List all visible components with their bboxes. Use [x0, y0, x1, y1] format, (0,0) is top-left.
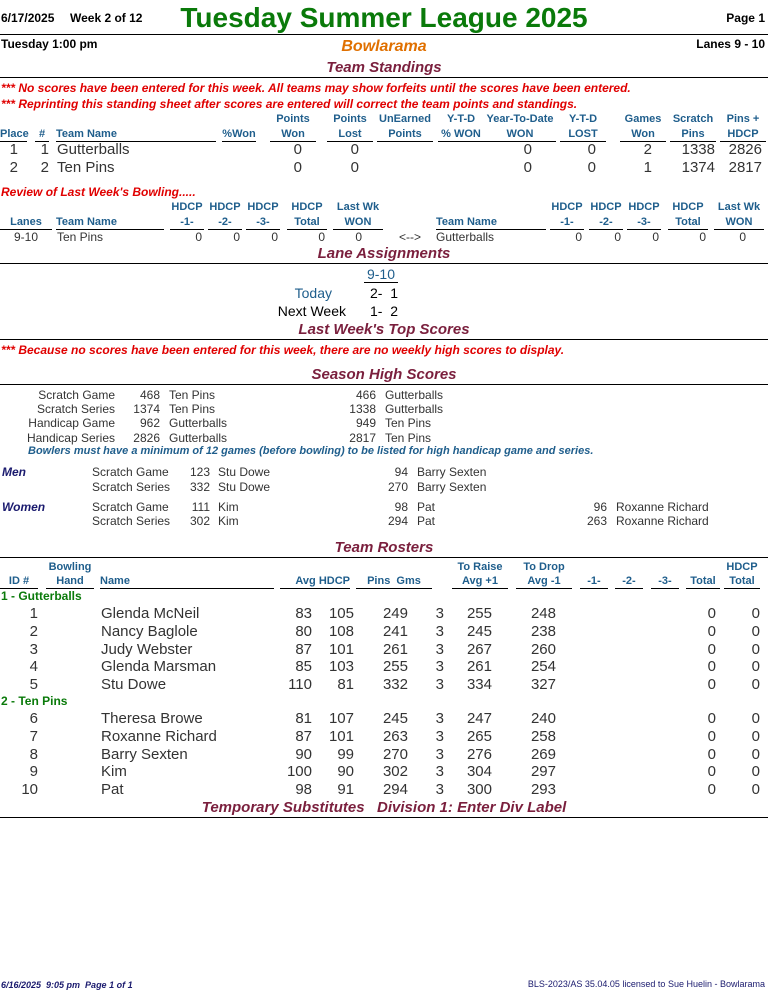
review-col-h2a: HDCP [209, 201, 241, 213]
season-v1: 2826 [133, 431, 160, 445]
standings-note-2: *** Reprinting this standing sheet after scores are entered will correct the team points and standings. [1, 97, 578, 111]
roster-raise: 261 [466, 658, 492, 676]
substitutes-rule [0, 817, 768, 818]
standing-won: 0 [293, 159, 302, 176]
col-pinsh-1: Pins + [726, 113, 760, 125]
roster-hdcp: 101 [328, 640, 354, 658]
roster-name: Glenda McNeil [101, 605, 200, 622]
col-pts-won-2: Won [270, 127, 316, 142]
col-ytd-pct-1: Y-T-D [446, 113, 476, 125]
roster-drop: 248 [530, 605, 556, 622]
page-title: Tuesday Summer League 2025 [180, 2, 588, 33]
review-col-h2b: -2- [208, 215, 242, 230]
roster-pins: 263 [382, 727, 408, 745]
top-scores-note: *** Because no scores have been entered for this week, there are no weekly high scores to display. [1, 343, 565, 357]
today-label: Today [294, 285, 332, 301]
season-t1: Gutterballs [169, 431, 228, 445]
standing-games: 1 [643, 159, 652, 176]
roster-hdcp: 107 [328, 710, 354, 727]
roster-drop: 258 [530, 727, 556, 745]
roster-col-htot-1: HDCP [726, 561, 758, 573]
roster-drop: 240 [530, 710, 556, 727]
roster-gms: 3 [435, 658, 444, 676]
roster-raise: 255 [466, 605, 492, 622]
men-n1: Stu Dowe [218, 465, 271, 479]
review-col-lanes: Lanes [0, 215, 52, 230]
roster-gms: 3 [435, 763, 444, 781]
season-high-rule [0, 384, 768, 385]
col-unearned-1: UnEarned [379, 113, 431, 125]
roster-id: 8 [29, 745, 38, 763]
review-col-h1a: HDCP [171, 201, 203, 213]
review-a1: 0 [195, 230, 202, 244]
women-label: Women [2, 500, 46, 514]
roster-name: Glenda Marsman [101, 658, 217, 676]
roster-id: 2 [29, 622, 38, 640]
roster-raise: 304 [466, 763, 492, 781]
col-pts-lost-1: Points [333, 113, 367, 125]
roster-htotal: 0 [751, 710, 760, 727]
review-col-hta-b: HDCP [672, 201, 704, 213]
roster-htotal: 0 [751, 676, 760, 694]
center-name: Bowlarama [341, 38, 427, 55]
roster-gms: 3 [435, 710, 444, 727]
review-a3: 0 [271, 230, 278, 244]
season-t2: Ten Pins [385, 431, 432, 445]
women-n1: Kim [218, 500, 239, 514]
rosters-rule [0, 557, 768, 558]
standing-ytd-lost: 0 [587, 141, 596, 158]
roster-gms: 3 [435, 745, 444, 763]
season-t2: Ten Pins [385, 416, 432, 430]
standing-games: 2 [643, 141, 652, 158]
women-n3: Roxanne Richard [616, 500, 709, 514]
men-v2: 270 [387, 480, 408, 494]
review-awon: 0 [355, 230, 362, 244]
roster-col-htot-2: Total [724, 574, 760, 589]
next-week-label: Next Week [277, 303, 346, 319]
roster-drop: 238 [530, 622, 556, 640]
header-day-time: Tuesday 1:00 pm [1, 37, 98, 51]
season-label: Scratch Series [36, 402, 115, 416]
roster-name: Barry Sexten [101, 745, 188, 763]
season-v1: 962 [139, 416, 160, 430]
roster-hdcp: 81 [337, 676, 354, 694]
review-title: Review of Last Week's Bowling..... [1, 185, 196, 199]
men-n2: Barry Sexten [417, 480, 487, 494]
review-col-team: Team Name [56, 215, 164, 230]
standings-title: Team Standings [326, 59, 442, 76]
roster-hdcp: 99 [337, 745, 354, 763]
standing-scratch: 1338 [681, 141, 715, 158]
roster-col-avg: Avg HDCP [280, 574, 350, 589]
review-vs: <--> [398, 230, 421, 244]
men-label: Men [2, 465, 26, 479]
standing-ytd-lost: 0 [587, 159, 596, 176]
roster-htotal: 0 [751, 622, 760, 640]
roster-col-raise-2: Avg +1 [452, 574, 508, 589]
roster-total: 0 [707, 605, 716, 622]
header-date: 6/17/2025 [1, 11, 55, 25]
review-bwon: 0 [739, 230, 746, 244]
standing-num: 1 [40, 141, 49, 158]
roster-pins: 249 [382, 605, 408, 622]
season-label: Handicap Game [28, 416, 115, 430]
roster-avg: 83 [295, 605, 312, 622]
roster-pins: 241 [382, 622, 408, 640]
review-a2: 0 [233, 230, 240, 244]
standing-num: 2 [40, 159, 49, 176]
roster-hdcp: 105 [328, 605, 354, 622]
roster-gms: 3 [435, 640, 444, 658]
roster-drop: 293 [530, 781, 556, 799]
next-week-assign: 1- 2 [370, 303, 399, 319]
review-col-h3a: HDCP [247, 201, 279, 213]
season-t1: Ten Pins [169, 402, 216, 416]
rosters-title: Team Rosters [334, 539, 434, 556]
roster-col-name: Name [100, 574, 274, 589]
men-n1: Stu Dowe [218, 480, 271, 494]
roster-gms: 3 [435, 727, 444, 745]
review-lanes: 9-10 [13, 230, 39, 244]
roster-name: Judy Webster [101, 640, 193, 658]
season-high-title: Season High Scores [311, 366, 457, 383]
men-label-1: Scratch Game [92, 465, 169, 479]
roster-htotal: 0 [751, 605, 760, 622]
standing-team: Gutterballs [57, 141, 130, 158]
review-col-h2a-b: HDCP [590, 201, 622, 213]
women-n2: Pat [417, 500, 436, 514]
roster-total: 0 [707, 658, 716, 676]
roster-raise: 267 [466, 640, 492, 658]
standing-team: Ten Pins [57, 159, 115, 176]
roster-team-label: 1 - Gutterballs [1, 589, 82, 603]
lanes-title: Lane Assignments [317, 245, 451, 262]
roster-col-total: Total [686, 574, 720, 589]
standing-lost: 0 [350, 141, 359, 158]
roster-gms: 3 [435, 622, 444, 640]
col-pct: %Won [222, 128, 256, 140]
standing-ytd-won: 0 [523, 159, 532, 176]
roster-id: 9 [29, 763, 38, 781]
roster-avg: 90 [295, 745, 312, 763]
season-high-note: Bowlers must have a minimum of 12 games (before bowling) to be listed for high handicap game and series. [28, 445, 594, 457]
roster-hdcp: 91 [337, 781, 354, 799]
roster-drop: 327 [530, 676, 556, 694]
season-t2: Gutterballs [385, 388, 444, 402]
roster-avg: 80 [295, 622, 312, 640]
col-team: Team Name [56, 127, 216, 142]
roster-pins: 302 [382, 763, 408, 781]
roster-col-id: ID # [0, 574, 38, 589]
women-n3: Roxanne Richard [616, 514, 709, 528]
roster-pins: 270 [382, 745, 408, 763]
standing-ytd-won: 0 [523, 141, 532, 158]
review-col-h2b-b: -2- [589, 215, 623, 230]
roster-col-raise-1: To Raise [457, 561, 503, 573]
season-label: Scratch Game [38, 388, 115, 402]
roster-raise: 245 [466, 622, 492, 640]
women-v1: 302 [189, 514, 210, 528]
review-col-h3b-b: -3- [627, 215, 661, 230]
season-v2: 949 [355, 416, 376, 430]
roster-avg: 110 [288, 676, 312, 694]
roster-col-drop-2: Avg -1 [516, 574, 572, 589]
col-pinsh-2: HDCP [720, 127, 766, 142]
col-pts-lost-2: Lost [327, 127, 373, 142]
roster-pins: 332 [382, 676, 408, 694]
header-page: Page 1 [726, 11, 765, 25]
col-games-2: Won [620, 127, 666, 142]
season-t2: Gutterballs [385, 402, 444, 416]
review-atot: 0 [318, 230, 325, 244]
review-col-hta: HDCP [291, 201, 323, 213]
roster-id: 10 [21, 781, 38, 799]
roster-team-label: 2 - Ten Pins [1, 694, 68, 708]
men-n2: Barry Sexten [417, 465, 487, 479]
col-unearned-2: Points [377, 127, 433, 142]
roster-name: Kim [101, 763, 127, 781]
roster-total: 0 [707, 763, 716, 781]
women-v2: 98 [394, 500, 408, 514]
review-team-b: Gutterballs [436, 230, 495, 244]
roster-drop: 297 [530, 763, 556, 781]
season-v2: 2817 [349, 431, 376, 445]
lane-pair: 9-10 [364, 266, 398, 283]
roster-total: 0 [707, 710, 716, 727]
today-assign: 2- 1 [370, 285, 399, 301]
review-col-team-b: Team Name [436, 215, 546, 230]
roster-total: 0 [707, 727, 716, 745]
season-v2: 466 [355, 388, 376, 402]
roster-id: 6 [29, 710, 38, 727]
roster-col-hand-1: Bowling [48, 561, 92, 573]
roster-raise: 265 [466, 727, 492, 745]
roster-hdcp: 103 [328, 658, 354, 676]
roster-drop: 254 [530, 658, 556, 676]
roster-avg: 100 [286, 763, 312, 781]
roster-htotal: 0 [751, 658, 760, 676]
col-ytd-won-2: WON [484, 127, 556, 142]
roster-gms: 3 [435, 781, 444, 799]
roster-htotal: 0 [751, 781, 760, 799]
roster-col-g2: -2- [615, 574, 643, 589]
review-col-h1a-b: HDCP [551, 201, 583, 213]
roster-name: Stu Dowe [101, 676, 167, 694]
women-v3: 96 [593, 500, 607, 514]
roster-id: 5 [29, 676, 38, 694]
review-col-h3b: -3- [246, 215, 280, 230]
women-label-2: Scratch Series [92, 514, 171, 528]
review-col-lwb: WON [333, 215, 383, 230]
women-n2: Pat [417, 514, 436, 528]
roster-avg: 98 [295, 781, 312, 799]
header-rule [0, 34, 768, 35]
roster-col-drop-1: To Drop [523, 561, 565, 573]
roster-htotal: 0 [751, 745, 760, 763]
roster-htotal: 0 [751, 763, 760, 781]
review-col-lwa-b: Last Wk [717, 201, 761, 213]
roster-hdcp: 108 [328, 622, 354, 640]
women-n1: Kim [218, 514, 239, 528]
roster-gms: 3 [435, 605, 444, 622]
women-v2: 294 [387, 514, 408, 528]
season-t1: Ten Pins [169, 388, 216, 402]
col-scratch-2: Pins [670, 127, 716, 142]
top-scores-rule [0, 339, 768, 340]
season-label: Handicap Series [26, 431, 115, 445]
season-t1: Gutterballs [169, 416, 228, 430]
roster-pins: 261 [382, 640, 408, 658]
standing-won: 0 [293, 141, 302, 158]
season-v1: 1374 [133, 402, 160, 416]
review-b3: 0 [652, 230, 659, 244]
roster-col-hand-2: Hand [46, 574, 94, 589]
men-v1: 332 [189, 480, 210, 494]
roster-raise: 334 [466, 676, 492, 694]
women-v3: 263 [586, 514, 607, 528]
roster-col-g3: -3- [651, 574, 679, 589]
roster-total: 0 [707, 781, 716, 799]
standings-rule [0, 77, 768, 78]
substitutes-title: Temporary Substitutes Division 1: Enter Div Label [201, 799, 567, 816]
roster-total: 0 [707, 622, 716, 640]
men-v2: 94 [394, 465, 408, 479]
review-btot: 0 [699, 230, 706, 244]
roster-raise: 247 [466, 710, 492, 727]
col-ytd-lost-2: LOST [560, 127, 606, 142]
standing-pinsh: 2817 [728, 159, 762, 176]
roster-name: Roxanne Richard [101, 727, 217, 745]
standing-scratch: 1374 [681, 159, 715, 176]
roster-htotal: 0 [751, 640, 760, 658]
roster-id: 3 [29, 640, 38, 658]
footer-right: BLS-2023/AS 35.04.05 licensed to Sue Huelin - Bowlarama [527, 979, 765, 989]
roster-col-pins: Pins Gms [356, 574, 432, 589]
col-scratch-1: Scratch [672, 113, 714, 125]
review-col-h1b: -1- [170, 215, 204, 230]
roster-avg: 87 [295, 640, 312, 658]
roster-drop: 260 [530, 640, 556, 658]
col-place: Place [0, 128, 29, 140]
review-b2: 0 [614, 230, 621, 244]
roster-id: 4 [29, 658, 38, 676]
review-col-h1b-b: -1- [550, 215, 584, 230]
roster-gms: 3 [435, 676, 444, 694]
roster-htotal: 0 [751, 727, 760, 745]
men-v1: 123 [189, 465, 210, 479]
roster-id: 7 [29, 727, 38, 745]
roster-total: 0 [707, 745, 716, 763]
men-label-2: Scratch Series [92, 480, 171, 494]
roster-drop: 269 [530, 745, 556, 763]
header-lanes: Lanes 9 - 10 [696, 37, 765, 51]
standing-lost: 0 [350, 159, 359, 176]
roster-avg: 81 [295, 710, 312, 727]
col-pts-won-1: Points [276, 113, 310, 125]
roster-id: 1 [29, 605, 38, 622]
roster-col-g1: -1- [580, 574, 608, 589]
review-col-h3a-b: HDCP [628, 201, 660, 213]
women-v1: 111 [191, 500, 210, 514]
standing-pinsh: 2826 [728, 141, 762, 158]
review-col-lwb-b: WON [714, 215, 764, 230]
top-scores-title: Last Week's Top Scores [298, 321, 470, 338]
col-ytd-pct-2: % WON [438, 127, 484, 142]
roster-hdcp: 101 [328, 727, 354, 745]
col-num: # [35, 127, 49, 142]
roster-pins: 245 [382, 710, 408, 727]
lanes-rule [0, 263, 768, 264]
col-ytd-lost-1: Y-T-D [568, 113, 598, 125]
review-col-htb-b: Total [668, 215, 708, 230]
col-ytd-won-1: Year-To-Date [486, 113, 554, 125]
roster-hdcp: 90 [337, 763, 354, 781]
roster-pins: 255 [382, 658, 408, 676]
review-team-a: Ten Pins [57, 230, 104, 244]
roster-total: 0 [707, 640, 716, 658]
footer-left: 6/16/2025 9:05 pm Page 1 of 1 [1, 980, 133, 990]
roster-raise: 276 [466, 745, 492, 763]
header-week: Week 2 of 12 [70, 11, 143, 25]
season-v1: 468 [139, 388, 160, 402]
col-games-1: Games [624, 113, 662, 125]
standings-note-1: *** No scores have been entered for this week. All teams may show forfeits until the scores have been entered. [1, 81, 631, 95]
standing-place: 1 [9, 141, 18, 158]
standing-place: 2 [9, 159, 18, 176]
review-b1: 0 [575, 230, 582, 244]
roster-avg: 85 [295, 658, 312, 676]
women-label-1: Scratch Game [92, 500, 169, 514]
review-col-htb: Total [287, 215, 327, 230]
roster-name: Nancy Baglole [101, 622, 198, 640]
roster-name: Theresa Browe [101, 710, 203, 727]
season-v2: 1338 [349, 402, 376, 416]
review-col-lwa: Last Wk [336, 201, 380, 213]
roster-total: 0 [707, 676, 716, 694]
roster-name: Pat [101, 781, 124, 799]
roster-raise: 300 [466, 781, 492, 799]
roster-pins: 294 [382, 781, 408, 799]
roster-avg: 87 [295, 727, 312, 745]
